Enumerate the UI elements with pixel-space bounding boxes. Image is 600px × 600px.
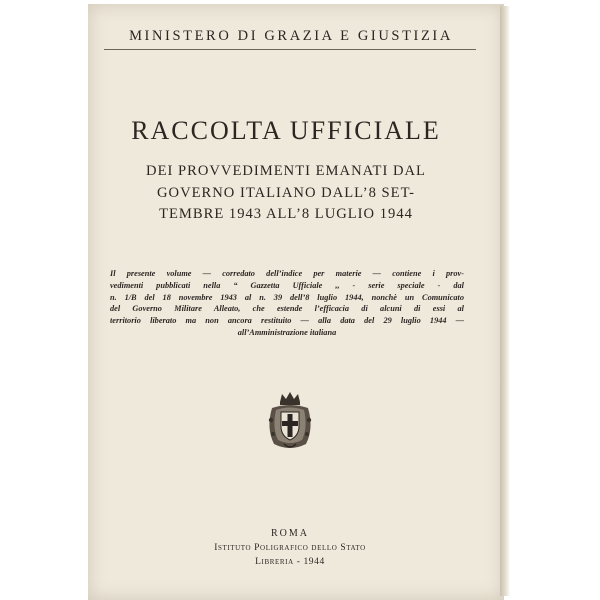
page-edge xyxy=(500,6,510,596)
imprint xyxy=(200,527,380,569)
imprint-publisher: Istituto Poligrafico dello Stato xyxy=(214,543,366,553)
imprint-library-year: Libreria - 1944 xyxy=(255,557,325,567)
description-line: Il presente volume — corredato dell’indice per materie — contiene i prov- xyxy=(110,269,464,278)
description-line: all’Amministrazione italiana xyxy=(237,327,337,337)
heading-rule xyxy=(104,49,476,50)
ministry-heading: MINISTERO DI GRAZIA E GIUSTIZIA xyxy=(129,28,453,44)
coat-of-arms-icon xyxy=(262,390,318,452)
subtitle-line: DEI PROVVEDIMENTI EMANATI DAL xyxy=(146,163,426,179)
subtitle-line: TEMBRE 1943 ALL’8 LUGLIO 1944 xyxy=(159,206,413,222)
description-line: territorio liberato ma non ancora restituito — alla data del 29 luglio 1944 — xyxy=(110,316,464,326)
description-paragraph xyxy=(110,268,464,339)
subtitle-line: GOVERNO ITALIANO DALL’8 SET- xyxy=(156,184,415,201)
subtitle xyxy=(110,161,462,226)
description-line: del Governo Militare Alleato, che estende l’efficacia di alcuni di essi al xyxy=(110,304,464,314)
page-title: RACCOLTA UFFICIALE xyxy=(131,116,441,145)
description-line: vedimenti pubblicati nella “ Gazzetta Ufficiale ,, - serie speciale - dal xyxy=(110,280,464,290)
imprint-city: ROMA xyxy=(270,528,309,539)
description-line: n. 1/B del 18 novembre 1943 al n. 39 dell’8 luglio 1944, nonchè un Comunicato xyxy=(110,292,464,302)
